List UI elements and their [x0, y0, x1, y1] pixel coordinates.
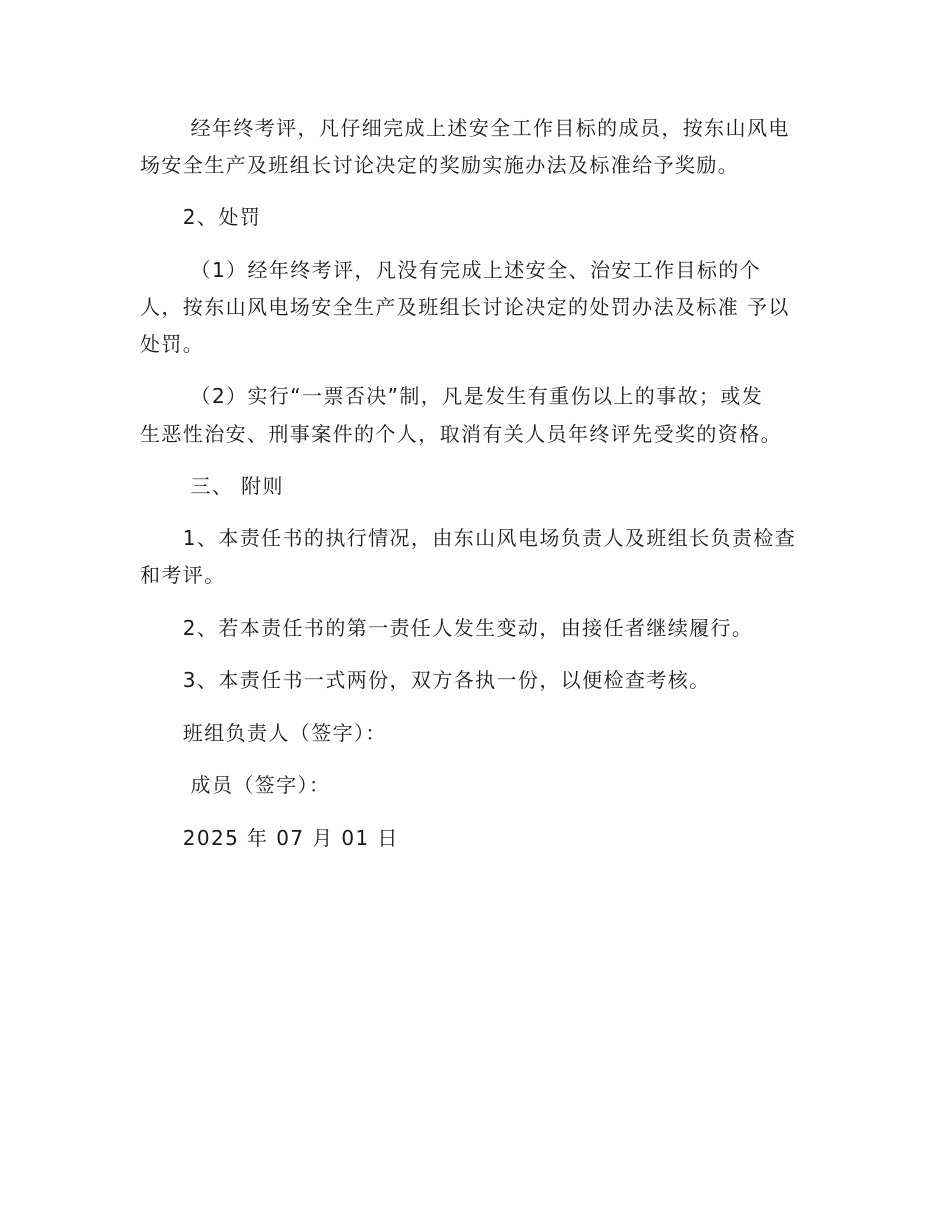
appendix-item-1-line-2: 和考评。 — [140, 563, 226, 587]
paragraph-penalty-1-line-1: （1）经年终考评，凡没有完成上述安全、治安工作目标的个 — [140, 258, 762, 282]
paragraph-penalty-2-line-2: 生恶性治安、刑事案件的个人，取消有关人员年终评先受奖的资格。 — [140, 422, 782, 446]
appendix-item-3: 3、本责任书一式两份，双方各执一份，以便检查考核。 — [140, 668, 711, 692]
document-date: 2025 年 07 月 01 日 — [140, 826, 399, 850]
signature-member: 成员（签字）： — [140, 773, 331, 797]
section-heading-appendix: 三、 附则 — [140, 474, 284, 498]
section-heading-penalty: 2、处罚 — [140, 205, 262, 229]
paragraph-penalty-1-line-3: 处罚。 — [140, 332, 205, 356]
paragraph-penalty-1-line-2: 人，按东山风电场安全生产及班组长讨论决定的处罚办法及标准 予以 — [140, 295, 790, 319]
signature-team-leader: 班组负责人（签字）： — [140, 721, 387, 745]
appendix-item-1-line-1: 1、本责任书的执行情况，由东山风电场负责人及班组长负责检查 — [140, 526, 797, 550]
appendix-item-2: 2、若本责任书的第一责任人发生变动，由接任者继续履行。 — [140, 616, 754, 640]
paragraph-reward-line-2: 场安全生产及班组长讨论决定的奖励实施办法及标准给予奖励。 — [140, 153, 740, 177]
paragraph-reward-line-1: 经年终考评，凡仔细完成上述安全工作目标的成员，按东山风电 — [140, 116, 790, 140]
paragraph-penalty-2-line-1: （2）实行“一票否决”制，凡是发生有重伤以上的事故；或发 — [140, 384, 764, 408]
